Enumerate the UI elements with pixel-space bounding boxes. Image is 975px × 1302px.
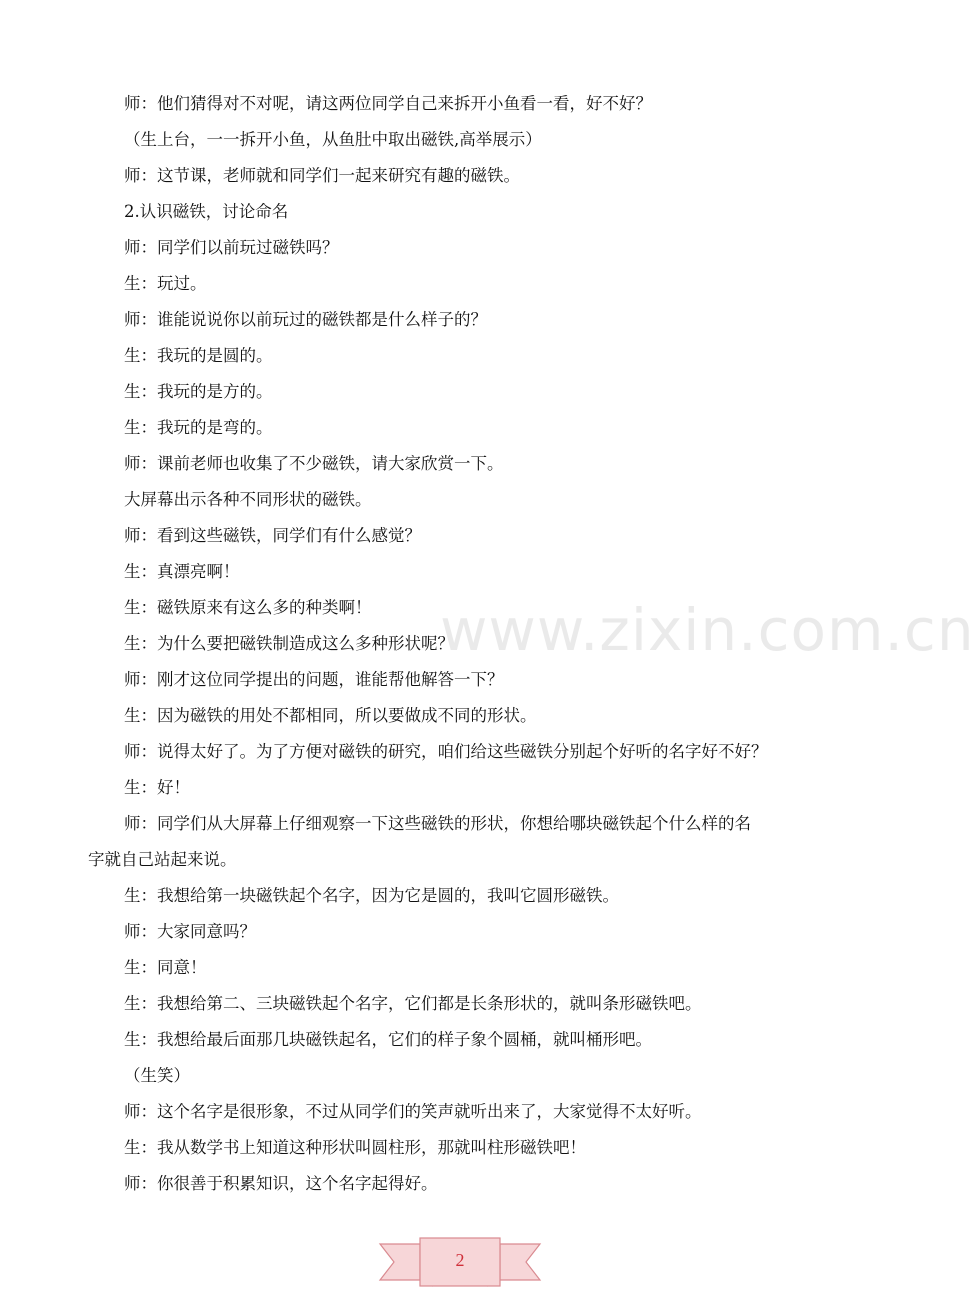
text-line: 师：你很善于积累知识，这个名字起得好。 bbox=[124, 1174, 438, 1193]
text-line: 师：同学们从大屏幕上仔细观察一下这些磁铁的形状，你想给哪块磁铁起个什么样的名 bbox=[124, 814, 751, 833]
text-line-continuation: 字就自己站起来说。 bbox=[88, 850, 237, 869]
text-line: 师：同学们以前玩过磁铁吗？ bbox=[124, 238, 339, 257]
watermark: www.zixin.com.cn bbox=[440, 596, 975, 664]
text-line: 师：谁能说说你以前玩过的磁铁都是什么样子的？ bbox=[124, 310, 487, 329]
text-line: 大屏幕出示各种不同形状的磁铁。 bbox=[124, 490, 372, 509]
text-line: 生：我玩的是圆的。 bbox=[124, 346, 273, 365]
text-line: 生：磁铁原来有这么多的种类啊！ bbox=[124, 598, 372, 617]
section-heading: 2.认识磁铁，讨论命名 bbox=[124, 202, 289, 221]
text-line: 师：看到这些磁铁，同学们有什么感觉？ bbox=[124, 526, 421, 545]
text-line: 生：我想给第一块磁铁起个名字，因为它是圆的，我叫它圆形磁铁。 bbox=[124, 886, 619, 905]
page-number-ribbon bbox=[380, 1234, 540, 1290]
document-body bbox=[88, 86, 848, 1202]
text-line: 生：为什么要把磁铁制造成这么多种形状呢？ bbox=[124, 634, 454, 653]
text-line: 生：同意！ bbox=[124, 958, 207, 977]
text-line: 生：我玩的是方的。 bbox=[124, 382, 273, 401]
text-line: 生：我想给第二、三块磁铁起个名字，它们都是长条形状的，就叫条形磁铁吧。 bbox=[124, 994, 702, 1013]
text-line: 师：这节课，老师就和同学们一起来研究有趣的磁铁。 bbox=[124, 166, 520, 185]
text-line: 师：他们猜得对不对呢，请这两位同学自己来拆开小鱼看一看，好不好？ bbox=[124, 94, 652, 113]
text-line: 师：大家同意吗？ bbox=[124, 922, 256, 941]
text-line: （生上台，一一拆开小鱼，从鱼肚中取出磁铁,高举展示） bbox=[124, 130, 542, 149]
text-line: 师：课前老师也收集了不少磁铁，请大家欣赏一下。 bbox=[124, 454, 504, 473]
page-number: 2 bbox=[455, 1250, 465, 1270]
text-line: 生：好！ bbox=[124, 778, 190, 797]
text-line: 生：我玩的是弯的。 bbox=[124, 418, 273, 437]
text-line: 生：我从数学书上知道这种形状叫圆柱形，那就叫柱形磁铁吧！ bbox=[124, 1138, 586, 1157]
text-line: 生：玩过。 bbox=[124, 274, 207, 293]
text-line: 师：这个名字是很形象，不过从同学们的笑声就听出来了，大家觉得不太好听。 bbox=[124, 1102, 702, 1121]
text-line: （生笑） bbox=[124, 1066, 190, 1085]
text-line: 生：真漂亮啊！ bbox=[124, 562, 240, 581]
text-line: 生：因为磁铁的用处不都相同，所以要做成不同的形状。 bbox=[124, 706, 537, 725]
text-line: 师：刚才这位同学提出的问题，谁能帮他解答一下？ bbox=[124, 670, 504, 689]
text-line: 师：说得太好了。为了方便对磁铁的研究，咱们给这些磁铁分别起个好听的名字好不好？ bbox=[124, 742, 768, 761]
text-line: 生：我想给最后面那几块磁铁起名，它们的样子象个圆桶，就叫桶形吧。 bbox=[124, 1030, 652, 1049]
